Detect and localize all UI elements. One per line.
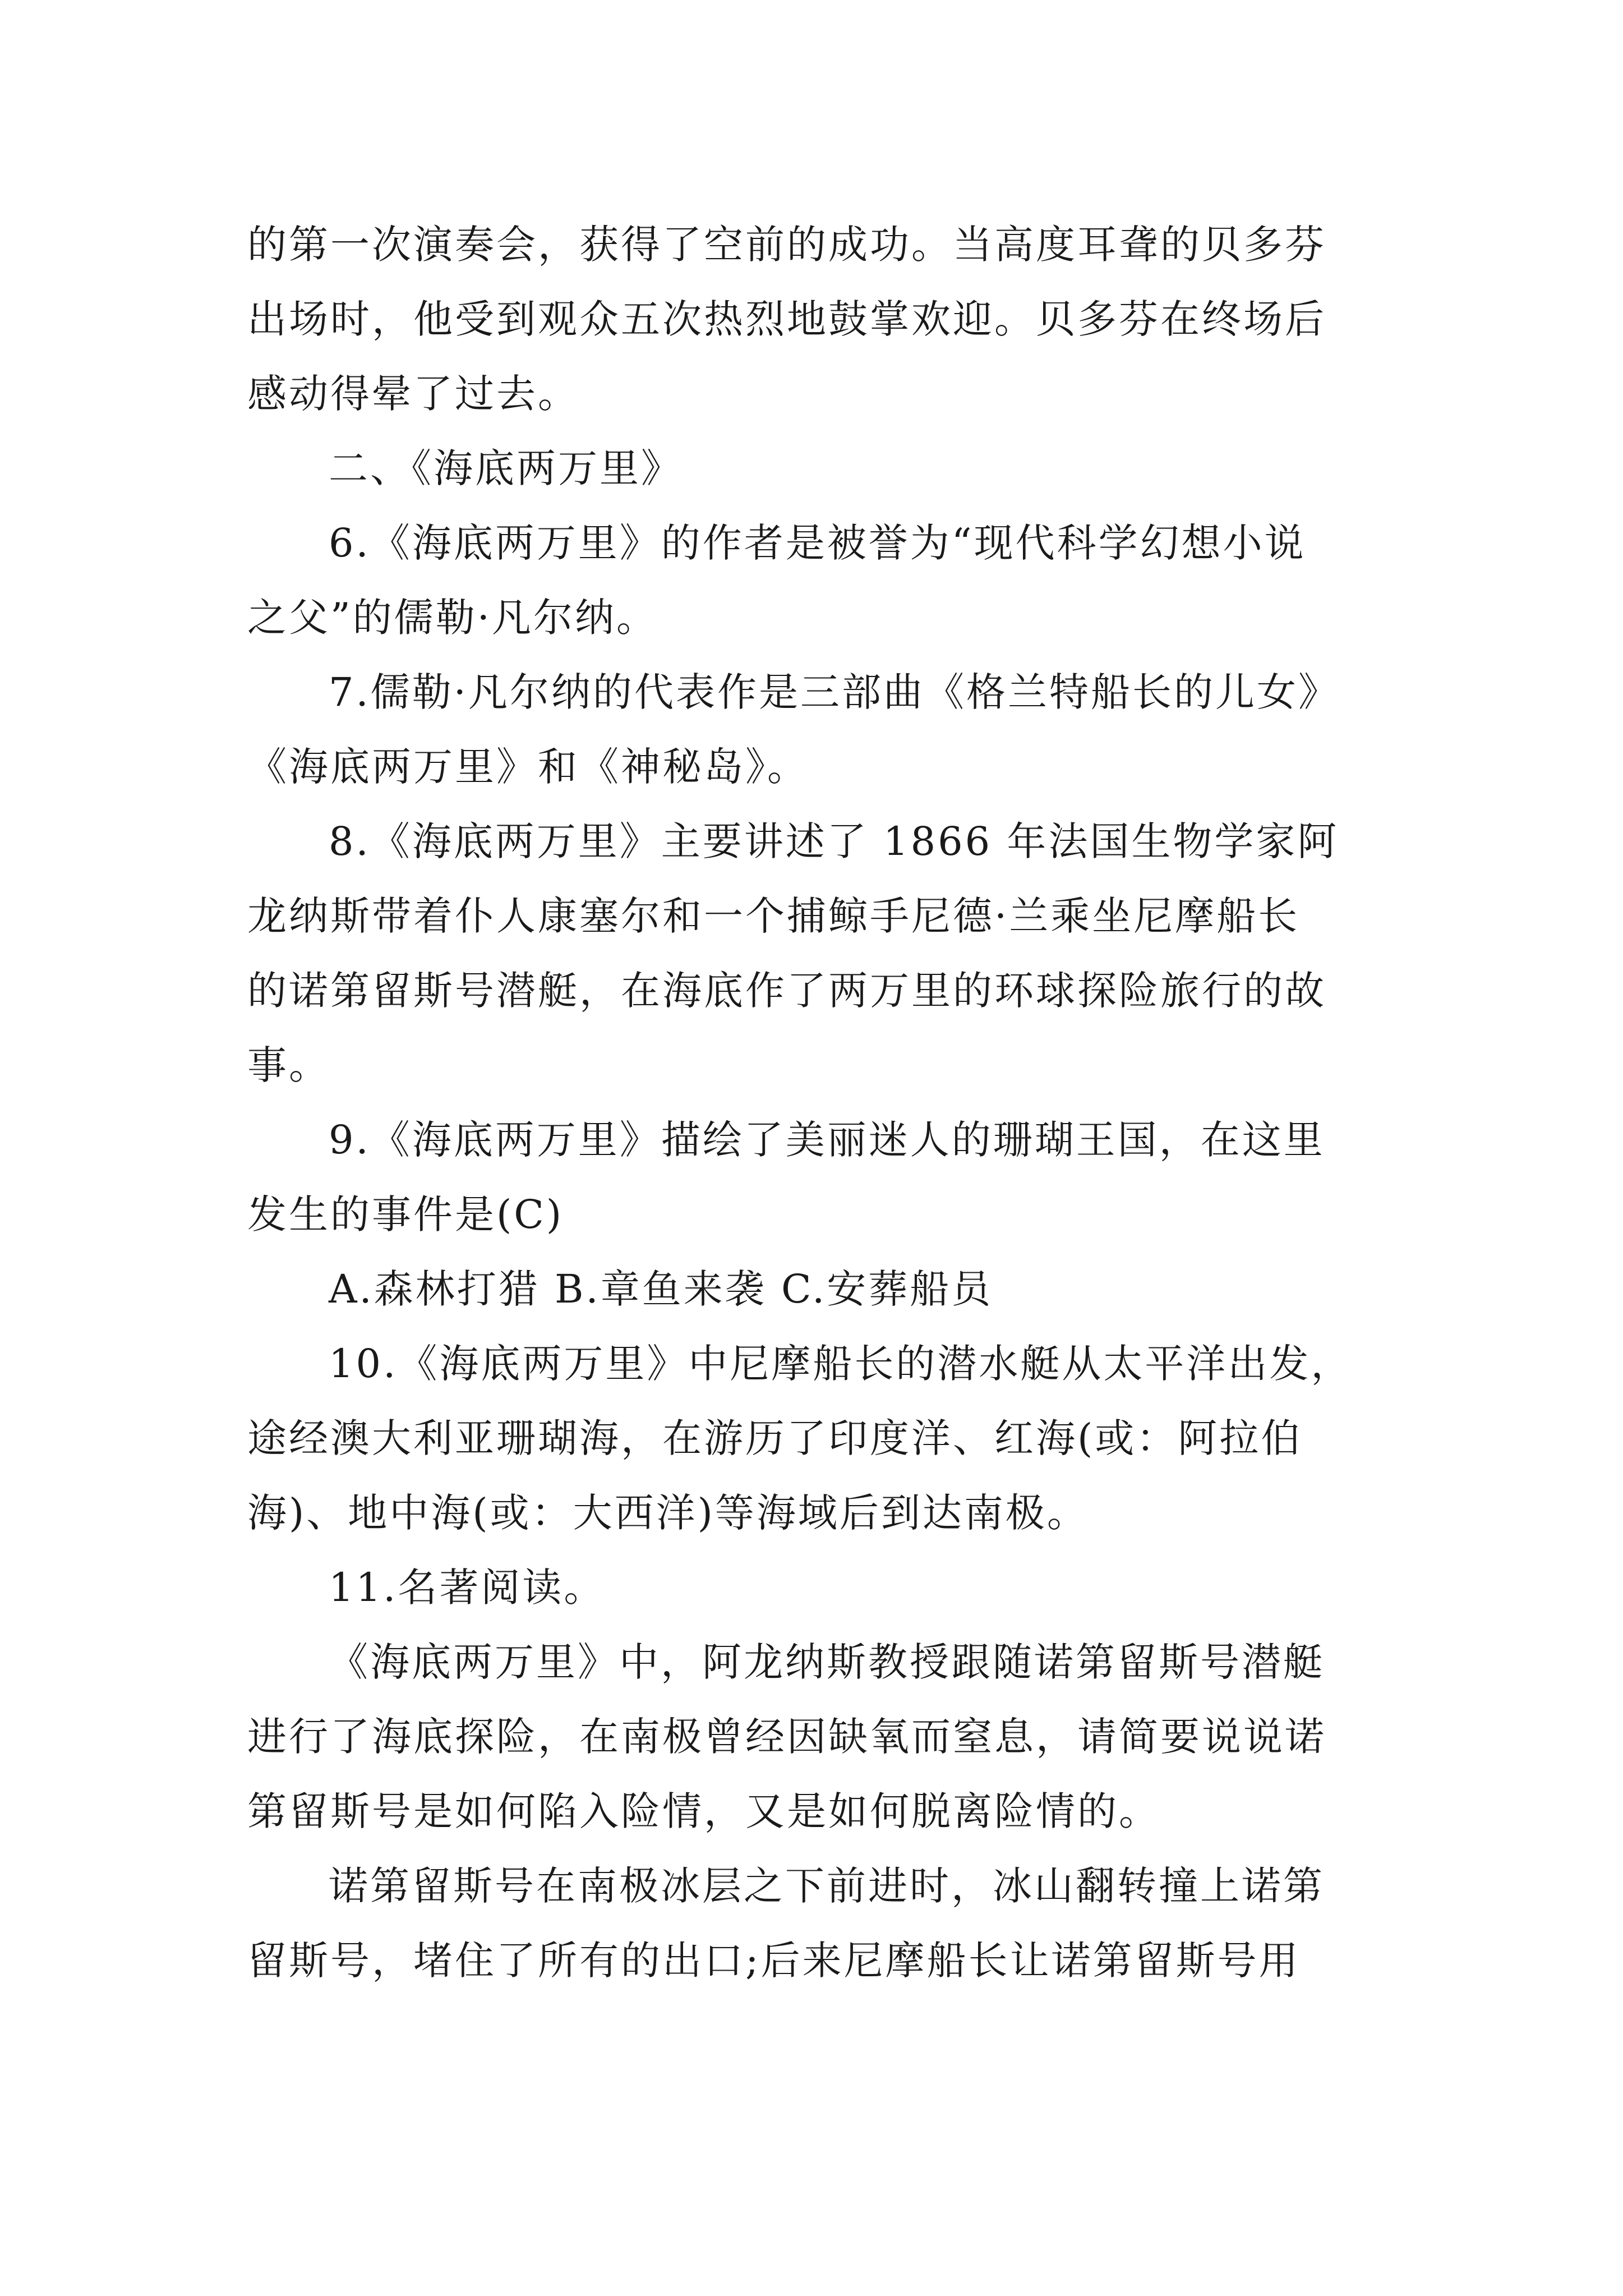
- text-line: 《海底两万里》和《神秘岛》。: [247, 744, 809, 790]
- text-line: 出场时，他受到观众五次热烈地鼓掌欢迎。贝多芬在终场后: [247, 296, 1326, 342]
- section-heading: 二、《海底两万里》: [329, 445, 683, 491]
- text-line: 发生的事件是(C): [247, 1191, 564, 1237]
- text-line: 9.《海底两万里》描绘了美丽迷人的珊瑚王国，在这里: [329, 1117, 1325, 1163]
- text-line: 第留斯号是如何陷入险情，又是如何脱离险情的。: [247, 1788, 1160, 1834]
- text-line: 《海底两万里》中，阿龙纳斯教授跟随诺第留斯号潜艇: [329, 1639, 1325, 1685]
- text-line: 龙纳斯带着仆人康塞尔和一个捕鲸手尼德·兰乘坐尼摩船长: [247, 893, 1300, 939]
- text-line: 6.《海底两万里》的作者是被誉为“现代科学幻想小说: [329, 520, 1306, 566]
- text-line: 7.儒勒·凡尔纳的代表作是三部曲《格兰特船长的儿女》: [329, 669, 1340, 715]
- text-line: 的诺第留斯号潜艇，在海底作了两万里的环球探险旅行的故: [247, 968, 1326, 1014]
- text-line: 10.《海底两万里》中尼摩船长的潜水艇从太平洋出发，: [329, 1341, 1353, 1387]
- text-line: 诺第留斯号在南极冰层之下前进时，冰山翻转撞上诺第: [329, 1863, 1325, 1909]
- answer-options: A.森林打猎 B.章鱼来袭 C.安葬船员: [329, 1266, 993, 1312]
- text-line: 8.《海底两万里》主要讲述了 1866 年法国生物学家阿: [329, 818, 1339, 864]
- text-line: 11.名著阅读。: [329, 1565, 606, 1611]
- text-line: 事。: [247, 1042, 330, 1088]
- document-body: [247, 208, 1386, 1998]
- text-line: 进行了海底探险，在南极曾经因缺氧而窒息，请简要说说诺: [247, 1714, 1326, 1760]
- text-line: 之父”的儒勒·凡尔纳。: [247, 595, 658, 641]
- text-line: 的第一次演奏会，获得了空前的成功。当高度耳聋的贝多芬: [247, 222, 1326, 268]
- text-line: 感动得晕了过去。: [247, 371, 579, 417]
- text-line: 途经澳大利亚珊瑚海，在游历了印度洋、红海(或：阿拉伯: [247, 1415, 1303, 1461]
- text-line: 海)、地中海(或：大西洋)等海域后到达南极。: [247, 1490, 1089, 1536]
- text-line: 留斯号，堵住了所有的出口;后来尼摩船长让诺第留斯号用: [247, 1938, 1301, 1984]
